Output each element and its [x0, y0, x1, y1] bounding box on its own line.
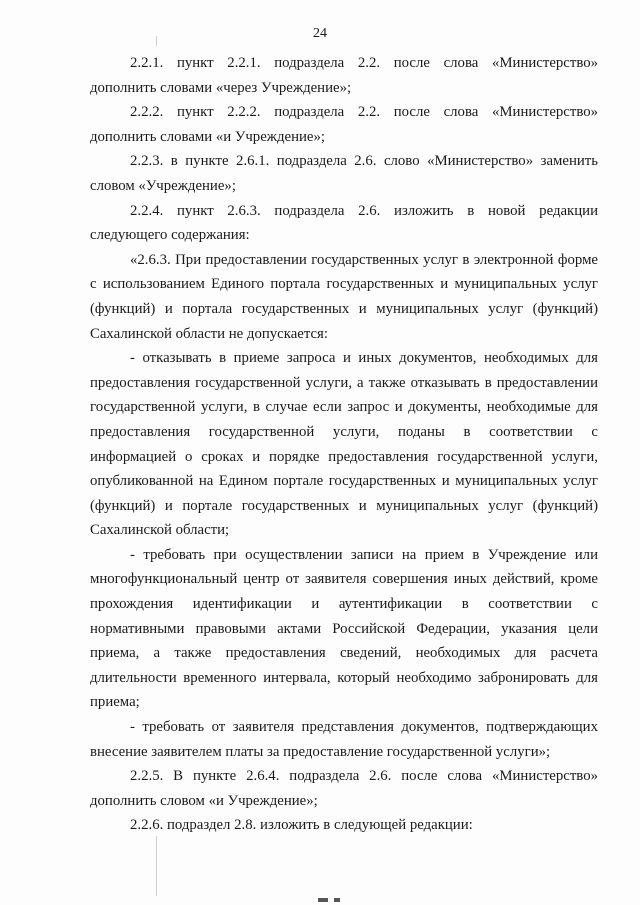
paragraph-2-2-4: 2.2.4. пункт 2.6.3. подраздела 2.6. изложить в новой редакции следующего содержания: [90, 202, 598, 244]
paragraph-2-2-3: 2.2.3. в пункте 2.6.1. подраздела 2.6. слово «Министерство» заменить словом «Учреждение»; [90, 153, 598, 194]
scan-artifact-mark [334, 898, 340, 902]
list-item-require-payment-docs: - требовать от заявителя представления документов, подтверждающих внесение заявителем платы за предоставление государственной услуги»; [90, 719, 598, 760]
scan-artifact-mark [318, 898, 328, 902]
paragraph-2-2-6: 2.2.6. подраздел 2.8. изложить в следующей редакции: [130, 817, 473, 834]
paragraph-2-2-2: 2.2.2. пункт 2.2.2. подраздела 2.2. после слова «Министерство» дополнить словами «и Учреждение»; [90, 104, 598, 145]
scan-artifact-line [156, 36, 157, 46]
scan-artifact-line [156, 836, 157, 896]
list-item-require-actions: - требовать при осуществлении записи на прием в Учреждение или многофункциональный центр от заявителя совершения иных действий, кроме прохождения идентификации и аутентификации в соответствии с нормативными правовыми актами Российской Федерации, указания цели приема, а также предоставления сведений, необходимых для расчета длительности временного интервала, который необходимо забронировать для приема; [90, 546, 598, 711]
page-number: 24 [313, 26, 327, 41]
paragraph-2-2-1: 2.2.1. пункт 2.2.1. подраздела 2.2. после слова «Министерство» дополнить словами «через Учреждение»; [90, 55, 598, 96]
paragraph-2-6-3-intro: «2.6.3. При предоставлении государственных услуг в электронной форме с использованием Единого портала государственных и муниципальных услуг (функций) и портала государственных и муниципальных услуг (функций) Сахалинской области не допускается: [90, 251, 598, 342]
document-body [90, 51, 598, 838]
paragraph-2-2-5: 2.2.5. В пункте 2.6.4. подраздела 2.6. после слова «Министерство» дополнить словом «и Учреждение»; [90, 768, 598, 809]
list-item-refuse-request: - отказывать в приеме запроса и иных документов, необходимых для предоставления государственной услуги, а также отказывать в предоставлении государственной услуги, в случае если запрос и документы, необходимые для предоставления государственной услуги, поданы в соответствии с информацией о сроках и порядке предоставления государственной услуги, опубликованной на Едином портале государственных и муниципальных услуг (функций) и портале государственных и муниципальных услуг (функций) Сахалинской области; [90, 350, 598, 539]
